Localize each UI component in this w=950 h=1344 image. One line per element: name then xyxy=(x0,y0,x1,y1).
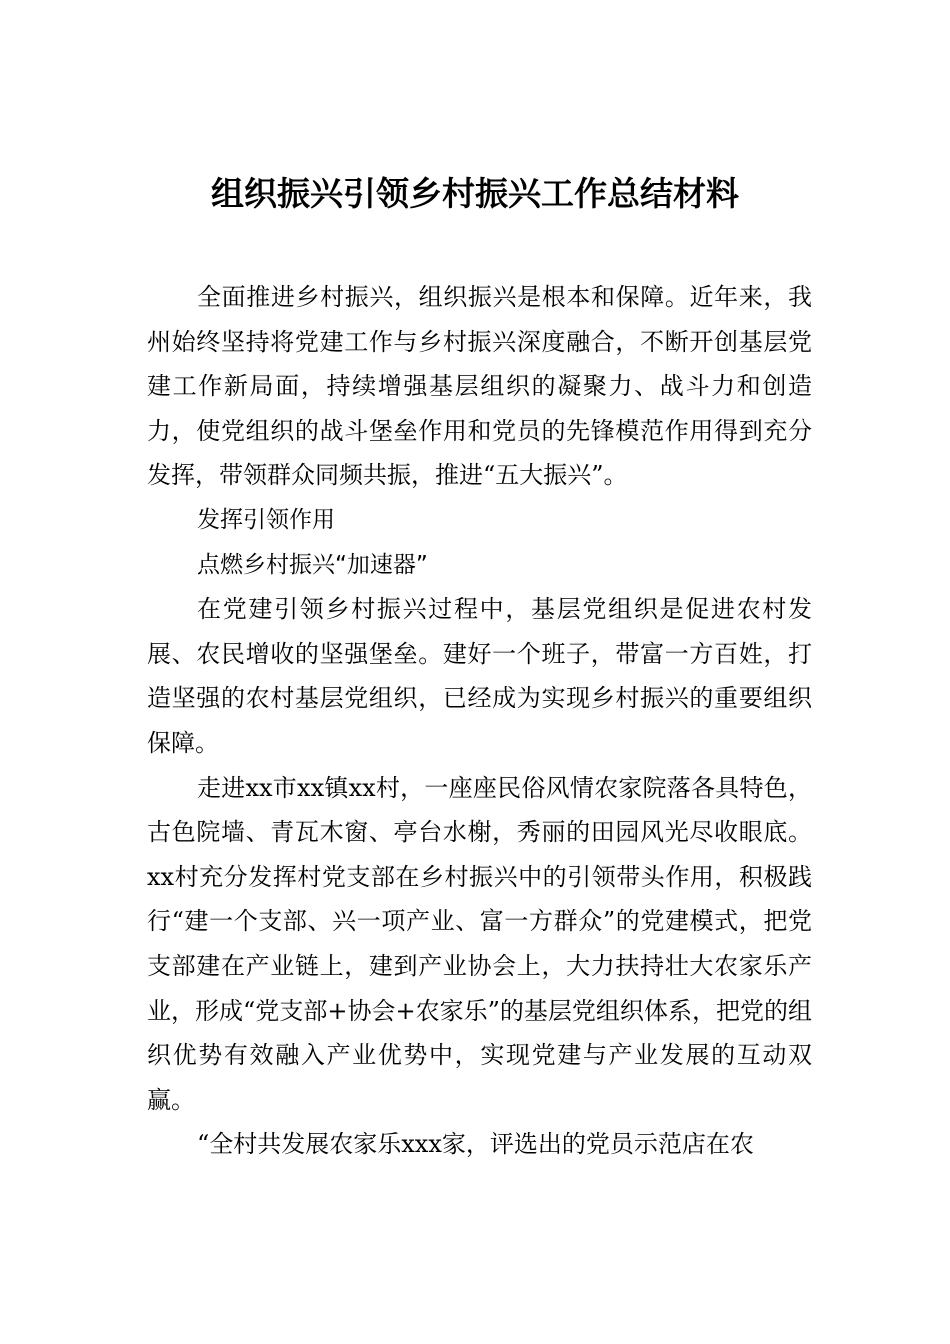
paragraph-intro: 全面推进乡村振兴，组织振兴是根本和保障。近年来，我州始终坚持将党建工作与乡村振兴深度融合，不断开创基层党建工作新局面，持续增强基层组织的凝聚力、战斗力和创造力，使党组织的战斗堡垒作用和党员的先锋模范作用得到充分发挥，带领群众同频共振，推进“五大振兴”。 xyxy=(147,283,812,490)
paragraph-village-example: 走进xx市xx镇xx村，一座座民俗风情农家院落各具特色，古色院墙、青瓦木窗、亭台水榭，秀丽的田园风光尽收眼底。xx村充分发挥村党支部在乡村振兴中的引领带头作用，积极践行“建一个支部、兴一项产业、富一方群众”的党建模式，把党支部建在产业链上，建到产业协会上，大力扶持壮大农家乐产业，形成“党支部+协会+农家乐”的基层党组织体系，把党的组织优势有效融入产业优势中，实现党建与产业发展的互动双赢。 xyxy=(147,773,812,1114)
section-subheading: 点燃乡村振兴“加速器” xyxy=(197,551,428,578)
paragraph-quote: “全村共发展农家乐xxx家，评选出的党员示范店在农 xyxy=(197,1130,754,1159)
document-title: 组织振兴引领乡村振兴工作总结材料 xyxy=(211,174,739,213)
paragraph-party-building: 在党建引领乡村振兴过程中，基层党组织是促进农村发展、农民增收的坚强堡垒。建好一个班子，带富一方百姓，打造坚强的农村基层党组织，已经成为实现乡村振兴的重要组织保障。 xyxy=(147,595,812,757)
section-heading: 发挥引领作用 xyxy=(197,506,335,533)
document-body xyxy=(147,275,812,1167)
